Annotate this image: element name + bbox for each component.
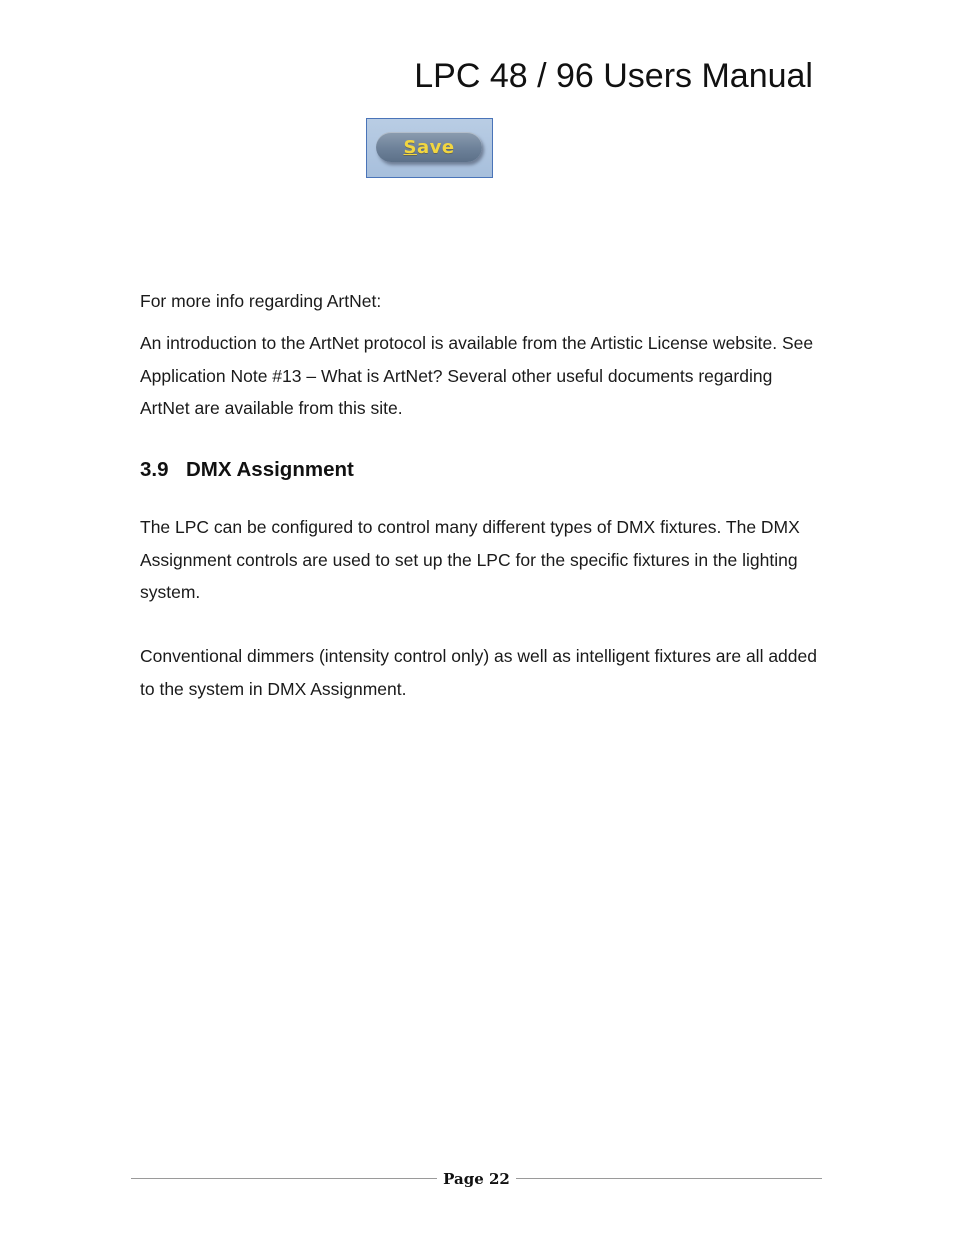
section-heading-dmx-assignment [140, 456, 354, 484]
paragraph-conventional-dimmers: Conventional dimmers (intensity control only) as well as intelligent fixtures are all added to the system in DMX Assignment. [140, 646, 817, 699]
page-number: Page 22 [443, 1170, 510, 1188]
save-button-label-rest: ave [416, 136, 455, 158]
section-title: DMX Assignment [186, 458, 354, 481]
footer-rule-right [516, 1178, 822, 1179]
page-header-title: LPC 48 / 96 Users Manual [414, 57, 813, 95]
save-button-mnemonic: S [403, 136, 417, 158]
section-number: 3.9 [140, 458, 169, 481]
paragraph-lpc-config: The LPC can be configured to control many different types of DMX fixtures. The DMX Assignment controls are used to set up the LPC for the specific fixtures in the lighting system. [140, 517, 800, 602]
save-button-label [403, 137, 454, 158]
paragraph-artnet-intro: An introduction to the ArtNet protocol is available from the Artistic License website. See Application Note #13 – What is ArtNet? Several other useful documents regarding ArtNet are available from this site. [140, 333, 814, 418]
save-button-screenshot [366, 118, 493, 178]
footer-rule-left [131, 1178, 437, 1179]
paragraph-artnet-info: For more info regarding ArtNet: [140, 291, 382, 311]
save-button [376, 132, 482, 162]
